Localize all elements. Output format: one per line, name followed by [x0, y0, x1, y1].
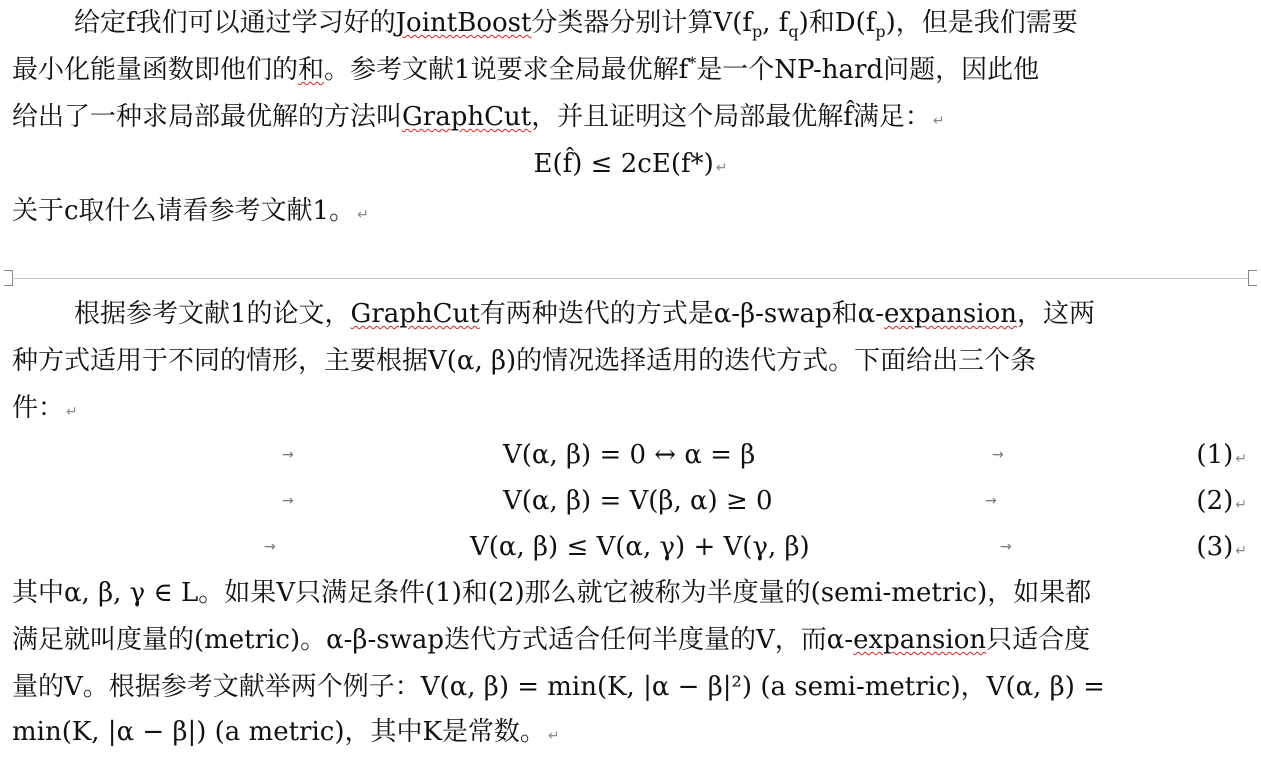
subscript: q — [788, 22, 799, 42]
page-break — [0, 270, 1261, 292]
p1-equation — [0, 141, 1261, 187]
p3-line-2 — [12, 617, 1249, 663]
text-run: ，并且证明这个局部最优解f̂满足： — [531, 102, 931, 132]
text-run: 最小化能量函数即他们的 — [12, 55, 299, 85]
equation-text: V(α, β) ≤ V(α, γ) + V(γ, β) — [470, 532, 810, 562]
text-run: , f — [762, 8, 789, 38]
text-run: 是一个NP-hard问题，因此他 — [696, 55, 1040, 85]
text-run: 给定f我们可以通过学习好的 — [74, 8, 396, 38]
paragraph-mark-icon: ↵ — [357, 207, 369, 223]
text-run: 件： — [12, 393, 65, 423]
spellcheck-word: 和 — [298, 55, 325, 85]
text-run: min(K, |α − β|) (a metric)，其中K是常数。 — [12, 717, 546, 747]
equation-row-1 — [0, 432, 1261, 478]
text-run: 种方式适用于不同的情形，主要根据V(α, β)的情况选择适用的迭代方式。下面给出三个条 — [12, 346, 1037, 376]
p3-line-1 — [12, 570, 1249, 616]
p3-line-4 — [12, 709, 1249, 755]
paragraph-mark-icon: ↵ — [932, 113, 945, 129]
text-run: ，这两 — [1016, 299, 1095, 329]
spellcheck-word: JointBoost — [395, 8, 532, 38]
text-run: 量的V。根据参考文献举两个例子：V(α, β) = min(K, |α − β|²) (a semi-metric)，V(α, β) = — [12, 672, 1105, 702]
p3-line-3 — [12, 664, 1249, 710]
equation-number — [1196, 524, 1247, 574]
text-run: )和D(f — [798, 8, 876, 38]
text-run: 给出了一种求局部最优解的方法叫 — [12, 102, 403, 132]
p2-line-2 — [12, 338, 1249, 384]
page-divider — [12, 278, 1249, 279]
text-run: 其中α, β, γ ∈ L。如果V只满足条件(1)和(2)那么就它被称为半度量的(semi-metric)，如果都 — [12, 578, 1092, 608]
equation-row-3 — [0, 524, 1261, 570]
equation-number-text: (2) — [1196, 486, 1234, 516]
spellcheck-word: expansion — [883, 299, 1017, 329]
equation-number — [1196, 478, 1247, 528]
text-run: )，但是我们需要 — [885, 8, 1078, 38]
text-run: 关于c取什么请看参考文献1。 — [12, 196, 356, 226]
p1-line-1 — [74, 0, 1249, 46]
equation-text: V(α, β) = 0 ↔ α = β — [503, 440, 756, 470]
p1-line-2 — [12, 47, 1249, 93]
equation-number-text: (3) — [1196, 532, 1234, 562]
text-run: 。参考文献1说要求全局最优解f — [324, 55, 689, 85]
paragraph-mark-icon: ↵ — [1235, 543, 1247, 559]
paragraph-mark-icon: ↵ — [66, 404, 78, 420]
equation-text: V(α, β) = V(β, α) ≥ 0 — [503, 486, 773, 516]
equation-text: E(f̂) ≤ 2cE(f*) — [533, 149, 714, 179]
equation-number-text: (1) — [1196, 440, 1234, 470]
page-corner-right-icon — [1248, 270, 1257, 286]
tab-mark-icon: → — [282, 447, 294, 463]
tab-mark-icon: → — [264, 539, 276, 555]
text-run: 有两种迭代的方式是α-β-swap和α- — [479, 299, 884, 329]
tab-mark-icon: → — [1000, 539, 1012, 555]
tab-mark-icon: → — [985, 493, 997, 509]
superscript: * — [688, 53, 697, 73]
p2-line-1 — [74, 291, 1249, 337]
tab-mark-icon: → — [992, 447, 1004, 463]
text-run: 只适合度 — [986, 625, 1091, 655]
equation-row-2 — [0, 478, 1261, 524]
spellcheck-word: expansion — [853, 625, 987, 655]
text-run: 根据参考文献1的论文， — [74, 299, 351, 329]
p1-line-5 — [12, 188, 1249, 234]
equation-number — [1196, 432, 1247, 482]
subscript: p — [875, 22, 886, 42]
p2-line-3 — [12, 385, 1249, 431]
spellcheck-word: GraphCut — [350, 299, 480, 329]
tab-mark-icon: → — [282, 493, 294, 509]
paragraph-mark-icon: ↵ — [1235, 451, 1247, 467]
p1-line-3 — [12, 94, 1249, 140]
text-run: 满足就叫度量的(metric)。α-β-swap迭代方式适合任何半度量的V，而α- — [12, 625, 854, 655]
subscript: p — [751, 22, 763, 42]
paragraph-mark-icon: ↵ — [715, 160, 728, 176]
paragraph-mark-icon: ↵ — [1235, 497, 1247, 513]
spellcheck-word: GraphCut — [402, 102, 532, 132]
text-run: 分类器分别计算V(f — [531, 8, 752, 38]
paragraph-mark-icon: ↵ — [547, 728, 560, 744]
